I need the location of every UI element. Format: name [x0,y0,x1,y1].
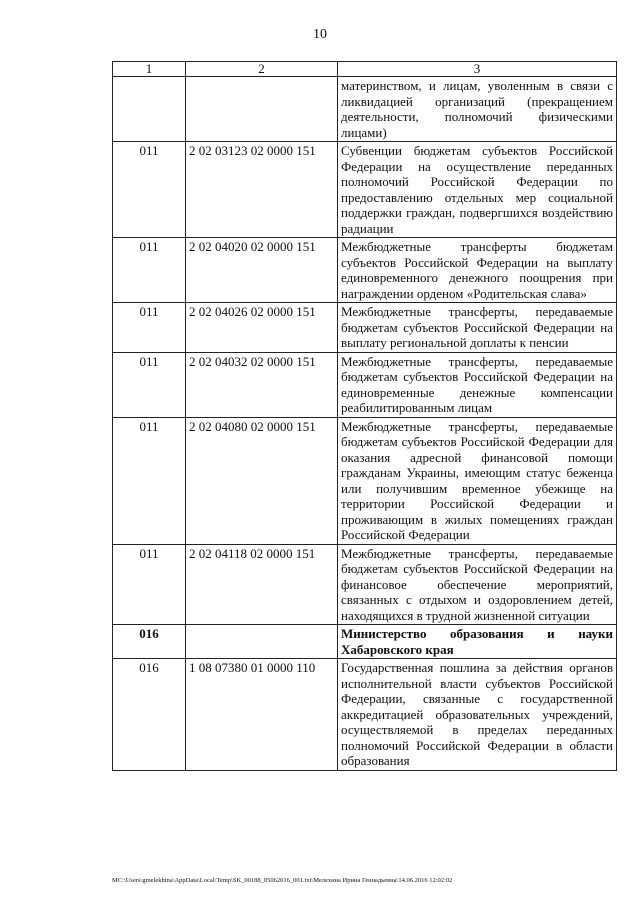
table-body [113,62,617,771]
description-cell: материнством, и лицам, уволенным в связи с ликвидацией организаций (прекращением деятельности, полномочий физическими лицами) [338,77,617,142]
admin-code-cell: 011 [113,544,186,625]
admin-code-cell: 016 [113,625,186,659]
column-header-2: 2 [186,62,338,77]
description-cell: Государственная пошлина за действия органов исполнительной власти субъектов Российской Федерации, связанные с государственной аккредитацией образовательных учреждений, осуществляемой в пределах переданных полномочий Российской Федерации в области образования [338,659,617,771]
budget-code-table [112,61,617,771]
budget-code-cell: 2 02 04118 02 0000 151 [186,544,338,625]
table-row [113,417,617,544]
budget-code-cell: 1 08 07380 01 0000 110 [186,659,338,771]
budget-code-cell: 2 02 04080 02 0000 151 [186,417,338,544]
table-row [113,303,617,353]
column-header-3: 3 [338,62,617,77]
table-row [113,77,617,142]
table-row [113,625,617,659]
admin-code-cell: 011 [113,352,186,417]
admin-code-cell: 011 [113,142,186,238]
budget-code-cell: 2 02 04020 02 0000 151 [186,238,338,303]
table-row [113,238,617,303]
table-row [113,352,617,417]
page-number: 10 [313,27,327,42]
table-row [113,142,617,238]
table-row [113,544,617,625]
admin-code-cell: 011 [113,303,186,353]
description-cell: Межбюджетные трансферты бюджетам субъектов Российской Федерации на выплату единовременного денежного поощрения при награждении орденом «Родительская слава» [338,238,617,303]
file-path-footer: MC:\Users\gmelekhina\AppData\Local\Temp\SK_00188_05062016_001.txt\Мелехина Ирина Геннадьевна\14.06.2016 12:02:02 [112,877,453,884]
budget-code-cell: 2 02 03123 02 0000 151 [186,142,338,238]
budget-code-cell [186,625,338,659]
admin-code-cell: 011 [113,238,186,303]
admin-code-cell [113,77,186,142]
description-cell: Межбюджетные трансферты, передаваемые бюджетам субъектов Российской Федерации для оказания адресной финансовой помощи гражданам Украины, имеющим статус беженца или получившим временное убежище на территории Российской Федерации и проживающим в жилых помещениях граждан Российской Федерации [338,417,617,544]
description-cell: Министерство образования и науки Хабаровского края [338,625,617,659]
admin-code-cell: 011 [113,417,186,544]
description-cell: Межбюджетные трансферты, передаваемые бюджетам субъектов Российской Федерации на финансовое обеспечение мероприятий, связанных с отдыхом и оздоровлением детей, находящихся в трудной жизненной ситуации [338,544,617,625]
budget-code-cell [186,77,338,142]
budget-code-cell: 2 02 04032 02 0000 151 [186,352,338,417]
description-cell: Межбюджетные трансферты, передаваемые бюджетам субъектов Российской Федерации на выплату региональной доплаты к пенсии [338,303,617,353]
table-row [113,659,617,771]
description-cell: Межбюджетные трансферты, передаваемые бюджетам субъектов Российской Федерации на единовременные денежные компенсации реабилитированным лицам [338,352,617,417]
description-cell: Субвенции бюджетам субъектов Российской Федерации на осуществление переданных полномочий Российской Федерации по предоставлению отдельных мер социальной поддержки граждан, подвергшихся воздействию радиации [338,142,617,238]
budget-code-cell: 2 02 04026 02 0000 151 [186,303,338,353]
column-header-1: 1 [113,62,186,77]
table-header-row [113,62,617,77]
admin-code-cell: 016 [113,659,186,771]
